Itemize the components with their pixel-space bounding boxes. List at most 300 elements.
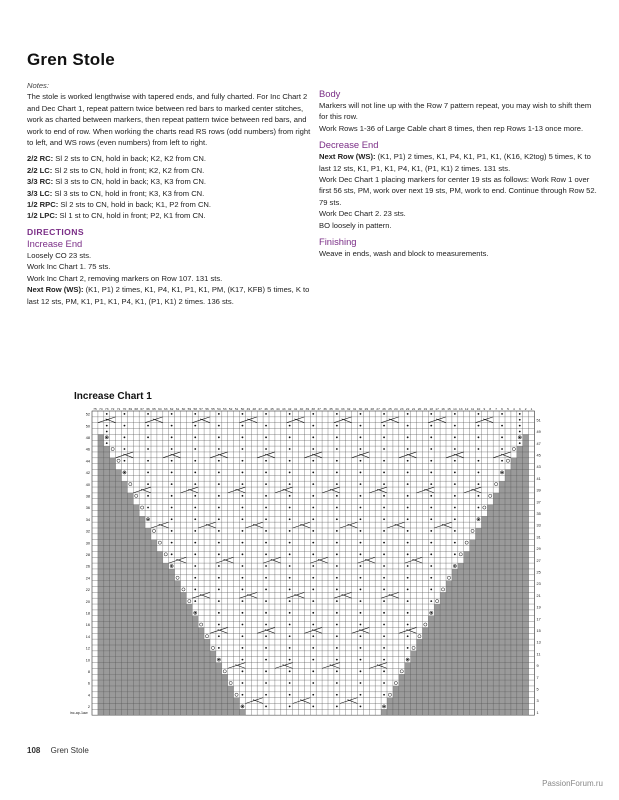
- purl-symbol: [106, 442, 108, 444]
- purl-symbol: [147, 495, 149, 497]
- row-number-label: 46: [85, 447, 90, 452]
- purl-symbol: [383, 624, 385, 626]
- purl-symbol: [501, 425, 503, 427]
- purl-symbol: [454, 518, 456, 520]
- purl-symbol: [289, 425, 291, 427]
- column-number-label: 28: [370, 406, 374, 411]
- purl-symbol: [430, 542, 432, 544]
- purl-symbol: [242, 624, 244, 626]
- purl-symbol: [407, 413, 409, 415]
- purl-symbol: [289, 624, 291, 626]
- column-number-label: 59: [187, 406, 192, 411]
- purl-symbol: [360, 495, 362, 497]
- decrease-line: BO loosely in pattern.: [319, 220, 392, 230]
- purl-symbol: [454, 472, 456, 474]
- purl-symbol: [430, 612, 432, 614]
- purl-symbol: [194, 507, 196, 509]
- column-number-label: 64: [158, 406, 162, 411]
- no-stitch-area: [98, 592, 186, 598]
- no-stitch-area: [452, 569, 529, 575]
- purl-symbol: [336, 530, 338, 532]
- row-number-label: 39: [536, 488, 541, 493]
- body-line: Markers will not line up with the Row 7 pattern repeat, you may wish to shift them for this row.: [319, 101, 592, 122]
- row-number-label: 23: [536, 582, 541, 587]
- purl-symbol: [218, 436, 220, 438]
- purl-symbol: [242, 706, 244, 708]
- purl-symbol: [242, 600, 244, 602]
- purl-symbol: [242, 448, 244, 450]
- purl-symbol: [242, 694, 244, 696]
- purl-symbol: [147, 413, 149, 415]
- purl-symbol: [289, 460, 291, 462]
- row-number-label: 28: [85, 552, 90, 557]
- row-number-label: 50: [85, 424, 90, 429]
- increase-line: Loosely CO 23 sts.: [27, 250, 92, 260]
- purl-symbol: [336, 460, 338, 462]
- row-number-label: 7: [536, 675, 539, 680]
- purl-symbol: [501, 448, 503, 450]
- no-stitch-area: [98, 534, 151, 540]
- purl-symbol: [124, 413, 126, 415]
- purl-symbol: [336, 553, 338, 555]
- right-column: [319, 88, 597, 259]
- purl-symbol: [289, 448, 291, 450]
- column-number-label: 25: [388, 406, 392, 411]
- purl-symbol: [407, 436, 409, 438]
- purl-symbol: [218, 413, 220, 415]
- purl-symbol: [312, 483, 314, 485]
- purl-symbol: [171, 507, 173, 509]
- purl-symbol: [312, 706, 314, 708]
- row-number-label: 17: [536, 617, 541, 622]
- column-number-label: 70: [122, 406, 127, 411]
- column-number-label: 72: [110, 406, 115, 411]
- row-number-label: 42: [85, 471, 90, 476]
- directions-heading: DIRECTIONS: [27, 226, 84, 237]
- no-stitch-area: [98, 686, 234, 692]
- no-stitch-area: [98, 557, 163, 563]
- no-stitch-area: [511, 464, 529, 470]
- row-number-label: 20: [85, 599, 90, 604]
- purl-symbol: [430, 460, 432, 462]
- purl-symbol: [147, 472, 149, 474]
- row-number-label: 41: [536, 476, 541, 481]
- purl-symbol: [124, 425, 126, 427]
- purl-symbol: [147, 448, 149, 450]
- row-number-label: 32: [85, 529, 90, 534]
- purl-symbol: [265, 425, 267, 427]
- purl-symbol: [218, 577, 220, 579]
- purl-symbol: [430, 553, 432, 555]
- purl-symbol: [478, 507, 480, 509]
- row-number-label: 40: [85, 482, 90, 487]
- purl-symbol: [218, 495, 220, 497]
- purl-symbol: [360, 589, 362, 591]
- purl-symbol: [501, 472, 503, 474]
- row-number-label: 13: [536, 640, 541, 645]
- purl-symbol: [336, 413, 338, 415]
- abbreviation-term: 1/2 RPC:: [27, 200, 59, 210]
- purl-symbol: [147, 518, 149, 520]
- abbreviation-item: [27, 176, 312, 187]
- row-number-label: 21: [536, 593, 541, 598]
- purl-symbol: [289, 589, 291, 591]
- purl-symbol: [265, 553, 267, 555]
- purl-symbol: [312, 507, 314, 509]
- purl-symbol: [478, 460, 480, 462]
- purl-symbol: [265, 682, 267, 684]
- purl-symbol: [519, 431, 521, 433]
- purl-symbol: [360, 425, 362, 427]
- purl-symbol: [265, 589, 267, 591]
- no-stitch-area: [476, 534, 529, 540]
- purl-symbol: [106, 425, 108, 427]
- purl-symbol: [171, 483, 173, 485]
- purl-symbol: [383, 530, 385, 532]
- no-stitch-area: [98, 709, 246, 715]
- purl-symbol: [242, 577, 244, 579]
- purl-symbol: [312, 413, 314, 415]
- purl-symbol: [407, 600, 409, 602]
- column-number-label: 18: [429, 406, 433, 411]
- purl-symbol: [312, 624, 314, 626]
- purl-symbol: [454, 483, 456, 485]
- purl-symbol: [430, 565, 432, 567]
- finishing-heading: Finishing: [319, 236, 357, 248]
- purl-symbol: [265, 483, 267, 485]
- row-number-label: 43: [536, 465, 541, 470]
- purl-symbol: [383, 635, 385, 637]
- abbreviation-term: 2/2 RC:: [27, 154, 54, 164]
- purl-symbol: [242, 472, 244, 474]
- no-stitch-area: [405, 668, 529, 674]
- purl-symbol: [336, 659, 338, 661]
- purl-symbol: [194, 436, 196, 438]
- purl-symbol: [501, 413, 503, 415]
- next-row-label: Next Row (WS):: [319, 152, 376, 162]
- column-number-label: 32: [346, 406, 351, 411]
- no-stitch-area: [381, 709, 528, 715]
- column-number-label: 2: [524, 406, 527, 411]
- column-number-label: 39: [305, 406, 310, 411]
- purl-symbol: [218, 635, 220, 637]
- purl-symbol: [265, 694, 267, 696]
- abbreviation-definition: Sl 1 st to CN, hold in front; P2, K1 from CN.: [59, 211, 206, 221]
- column-number-label: 17: [435, 406, 439, 411]
- purl-symbol: [360, 612, 362, 614]
- row-number-label: 49: [536, 430, 541, 435]
- purl-symbol: [430, 448, 432, 450]
- purl-symbol: [171, 425, 173, 427]
- purl-symbol: [383, 542, 385, 544]
- purl-symbol: [454, 413, 456, 415]
- column-number-label: 69: [128, 406, 133, 411]
- purl-symbol: [312, 647, 314, 649]
- row-number-label: 47: [536, 441, 541, 446]
- abbreviation-term: 2/2 LC:: [27, 165, 53, 175]
- purl-symbol: [218, 518, 220, 520]
- purl-symbol: [407, 612, 409, 614]
- purl-symbol: [289, 565, 291, 567]
- row-number-label: 6: [87, 681, 90, 686]
- purl-symbol: [194, 448, 196, 450]
- purl-symbol: [336, 589, 338, 591]
- purl-symbol: [383, 682, 385, 684]
- purl-symbol: [312, 635, 314, 637]
- purl-symbol: [242, 682, 244, 684]
- purl-symbol: [407, 565, 409, 567]
- purl-symbol: [147, 436, 149, 438]
- purl-symbol: [171, 565, 173, 567]
- purl-symbol: [289, 647, 291, 649]
- abbreviation-definition: Sl 2 sts to CN, hold in front; K2, K2 from CN.: [54, 165, 205, 175]
- purl-symbol: [242, 483, 244, 485]
- purl-symbol: [407, 624, 409, 626]
- purl-symbol: [360, 706, 362, 708]
- purl-symbol: [218, 425, 220, 427]
- row-number-label: 15: [536, 629, 541, 633]
- no-stitch-area: [98, 692, 234, 698]
- purl-symbol: [171, 542, 173, 544]
- purl-symbol: [265, 448, 267, 450]
- purl-symbol: [336, 577, 338, 579]
- purl-symbol: [242, 589, 244, 591]
- column-number-label: 61: [175, 406, 180, 411]
- purl-symbol: [407, 659, 409, 661]
- purl-symbol: [454, 436, 456, 438]
- purl-symbol: [265, 436, 267, 438]
- row-number-label: 26: [85, 564, 90, 569]
- purl-symbol: [242, 553, 244, 555]
- purl-symbol: [336, 472, 338, 474]
- purl-symbol: [106, 431, 108, 433]
- purl-symbol: [289, 612, 291, 614]
- purl-symbol: [519, 436, 521, 438]
- column-number-label: 13: [459, 406, 463, 411]
- row-number-label: 10: [85, 658, 90, 663]
- purl-symbol: [360, 530, 362, 532]
- purl-symbol: [360, 565, 362, 567]
- purl-symbol: [147, 425, 149, 427]
- purl-symbol: [218, 659, 220, 661]
- purl-symbol: [289, 507, 291, 509]
- purl-symbol: [454, 553, 456, 555]
- no-stitch-area: [487, 505, 528, 511]
- purl-symbol: [454, 425, 456, 427]
- purl-symbol: [265, 495, 267, 497]
- purl-symbol: [194, 483, 196, 485]
- purl-symbol: [407, 507, 409, 509]
- abbreviation-item: [27, 153, 312, 164]
- purl-symbol: [383, 706, 385, 708]
- purl-symbol: [218, 624, 220, 626]
- column-number-label: 27: [376, 406, 380, 411]
- purl-symbol: [383, 577, 385, 579]
- column-number-label: 65: [152, 406, 156, 411]
- purl-symbol: [383, 413, 385, 415]
- purl-symbol: [383, 460, 385, 462]
- abbreviation-term: 1/2 LPC:: [27, 211, 58, 221]
- row-number-label: 5: [536, 687, 539, 692]
- purl-symbol: [360, 635, 362, 637]
- notes-label: Notes:: [27, 81, 49, 90]
- purl-symbol: [360, 694, 362, 696]
- no-stitch-area: [523, 440, 529, 446]
- purl-symbol: [218, 483, 220, 485]
- column-number-label: 14: [453, 406, 457, 411]
- column-number-label: 11: [470, 406, 475, 411]
- purl-symbol: [289, 483, 291, 485]
- purl-symbol: [312, 565, 314, 567]
- purl-symbol: [289, 530, 291, 532]
- row-number-label: 11: [536, 652, 541, 657]
- next-row-text: (K1, P1) 2 times, K1, P4, K1, P1, K1, PM, (K17, KFB) 5 times, K to last 12 sts, PM, K1, P1, K1, P4, K1, (P1, K1) 2 times. 136 sts.: [27, 285, 310, 306]
- no-stitch-area: [476, 528, 529, 534]
- column-number-label: 24: [394, 406, 398, 411]
- abbreviation-item: [27, 199, 312, 210]
- no-stitch-area: [98, 481, 128, 487]
- purl-symbol: [407, 530, 409, 532]
- purl-symbol: [312, 495, 314, 497]
- purl-symbol: [501, 436, 503, 438]
- purl-symbol: [289, 553, 291, 555]
- purl-symbol: [430, 425, 432, 427]
- purl-symbol: [124, 472, 126, 474]
- purl-symbol: [407, 495, 409, 497]
- column-number-label: 51: [234, 406, 239, 411]
- column-number-label: 62: [169, 406, 174, 411]
- purl-symbol: [194, 589, 196, 591]
- column-number-label: 9: [483, 406, 486, 411]
- purl-symbol: [360, 647, 362, 649]
- purl-symbol: [242, 565, 244, 567]
- purl-symbol: [242, 542, 244, 544]
- column-number-label: 35: [329, 406, 333, 411]
- purl-symbol: [336, 706, 338, 708]
- row-number-label: 22: [85, 588, 90, 593]
- purl-symbol: [194, 495, 196, 497]
- purl-symbol: [383, 589, 385, 591]
- row-number-label: 33: [536, 523, 541, 528]
- purl-symbol: [430, 577, 432, 579]
- purl-symbol: [171, 530, 173, 532]
- purl-symbol: [430, 436, 432, 438]
- no-stitch-area: [417, 645, 529, 651]
- purl-symbol: [289, 600, 291, 602]
- column-number-label: 54: [217, 406, 221, 411]
- row-number-label: 19: [536, 605, 541, 610]
- decrease-line: Work Dec Chart 2. 23 sts.: [319, 209, 406, 219]
- purl-symbol: [383, 670, 385, 672]
- column-number-label: 12: [464, 406, 469, 411]
- abbreviation-item: [27, 165, 312, 176]
- purl-symbol: [147, 483, 149, 485]
- purl-symbol: [430, 495, 432, 497]
- column-number-label: 50: [240, 406, 245, 411]
- purl-symbol: [289, 495, 291, 497]
- row-number-label: 51: [536, 418, 541, 423]
- column-number-label: 48: [252, 406, 256, 411]
- no-stitch-area: [511, 458, 529, 464]
- no-stitch-area: [98, 622, 198, 628]
- decrease-end-heading: Decrease End: [319, 139, 379, 151]
- purl-symbol: [289, 670, 291, 672]
- purl-symbol: [312, 670, 314, 672]
- purl-symbol: [478, 413, 480, 415]
- no-stitch-area: [452, 575, 529, 581]
- purl-symbol: [289, 436, 291, 438]
- column-number-label: 30: [358, 406, 363, 411]
- column-number-label: 60: [181, 406, 186, 411]
- purl-symbol: [430, 507, 432, 509]
- purl-symbol: [218, 542, 220, 544]
- row-number-label: 25: [536, 570, 541, 575]
- purl-symbol: [312, 542, 314, 544]
- purl-symbol: [312, 694, 314, 696]
- increase-end-heading: Increase End: [27, 237, 83, 249]
- column-number-label: 36: [323, 406, 327, 411]
- purl-symbol: [336, 670, 338, 672]
- purl-symbol: [265, 647, 267, 649]
- purl-symbol: [171, 413, 173, 415]
- purl-symbol: [194, 413, 196, 415]
- purl-symbol: [242, 670, 244, 672]
- purl-symbol: [430, 483, 432, 485]
- purl-symbol: [218, 507, 220, 509]
- purl-symbol: [289, 577, 291, 579]
- purl-symbol: [194, 612, 196, 614]
- purl-symbol: [360, 553, 362, 555]
- abbreviation-list: [27, 153, 312, 221]
- purl-symbol: [383, 518, 385, 520]
- column-number-label: 42: [287, 406, 292, 411]
- purl-symbol: [336, 518, 338, 520]
- no-stitch-area: [98, 458, 116, 464]
- purl-symbol: [383, 483, 385, 485]
- purl-symbol: [360, 682, 362, 684]
- purl-symbol: [478, 483, 480, 485]
- column-number-label: 15: [447, 406, 451, 411]
- increase-line: Work Inc Chart 2, removing markers on Row 107. 131 sts.: [27, 273, 223, 283]
- purl-symbol: [265, 507, 267, 509]
- row-number-label: 36: [85, 506, 90, 511]
- purl-symbol: [312, 612, 314, 614]
- column-number-label: 57: [199, 406, 203, 411]
- column-number-label: 31: [352, 406, 357, 411]
- no-stitch-area: [393, 692, 529, 698]
- purl-symbol: [265, 530, 267, 532]
- purl-symbol: [519, 425, 521, 427]
- no-stitch-area: [523, 434, 529, 440]
- purl-symbol: [360, 460, 362, 462]
- purl-symbol: [289, 694, 291, 696]
- row-number-label: 30: [85, 541, 90, 546]
- purl-symbol: [407, 577, 409, 579]
- no-stitch-area: [98, 639, 210, 645]
- no-stitch-area: [98, 668, 222, 674]
- purl-symbol: [336, 448, 338, 450]
- purl-symbol: [242, 413, 244, 415]
- purl-symbol: [478, 495, 480, 497]
- no-stitch-area: [98, 616, 198, 622]
- purl-symbol: [265, 706, 267, 708]
- purl-symbol: [360, 518, 362, 520]
- column-number-label: 73: [105, 406, 109, 411]
- purl-symbol: [242, 530, 244, 532]
- purl-symbol: [336, 612, 338, 614]
- page-number: 108: [27, 746, 41, 755]
- notes-text: The stole is worked lengthwise with tapered ends, and fully charted. For Inc Chart 2 and Dec Chart 1, repeat pattern twice between red bars to marked center stitches, work as charted between markers, then repeat pattern twice between red bars, and work to end of row. When working the charts read RS rows (odd numbers) from right to left, and WS rows (even numbers) from left to right.: [27, 92, 311, 148]
